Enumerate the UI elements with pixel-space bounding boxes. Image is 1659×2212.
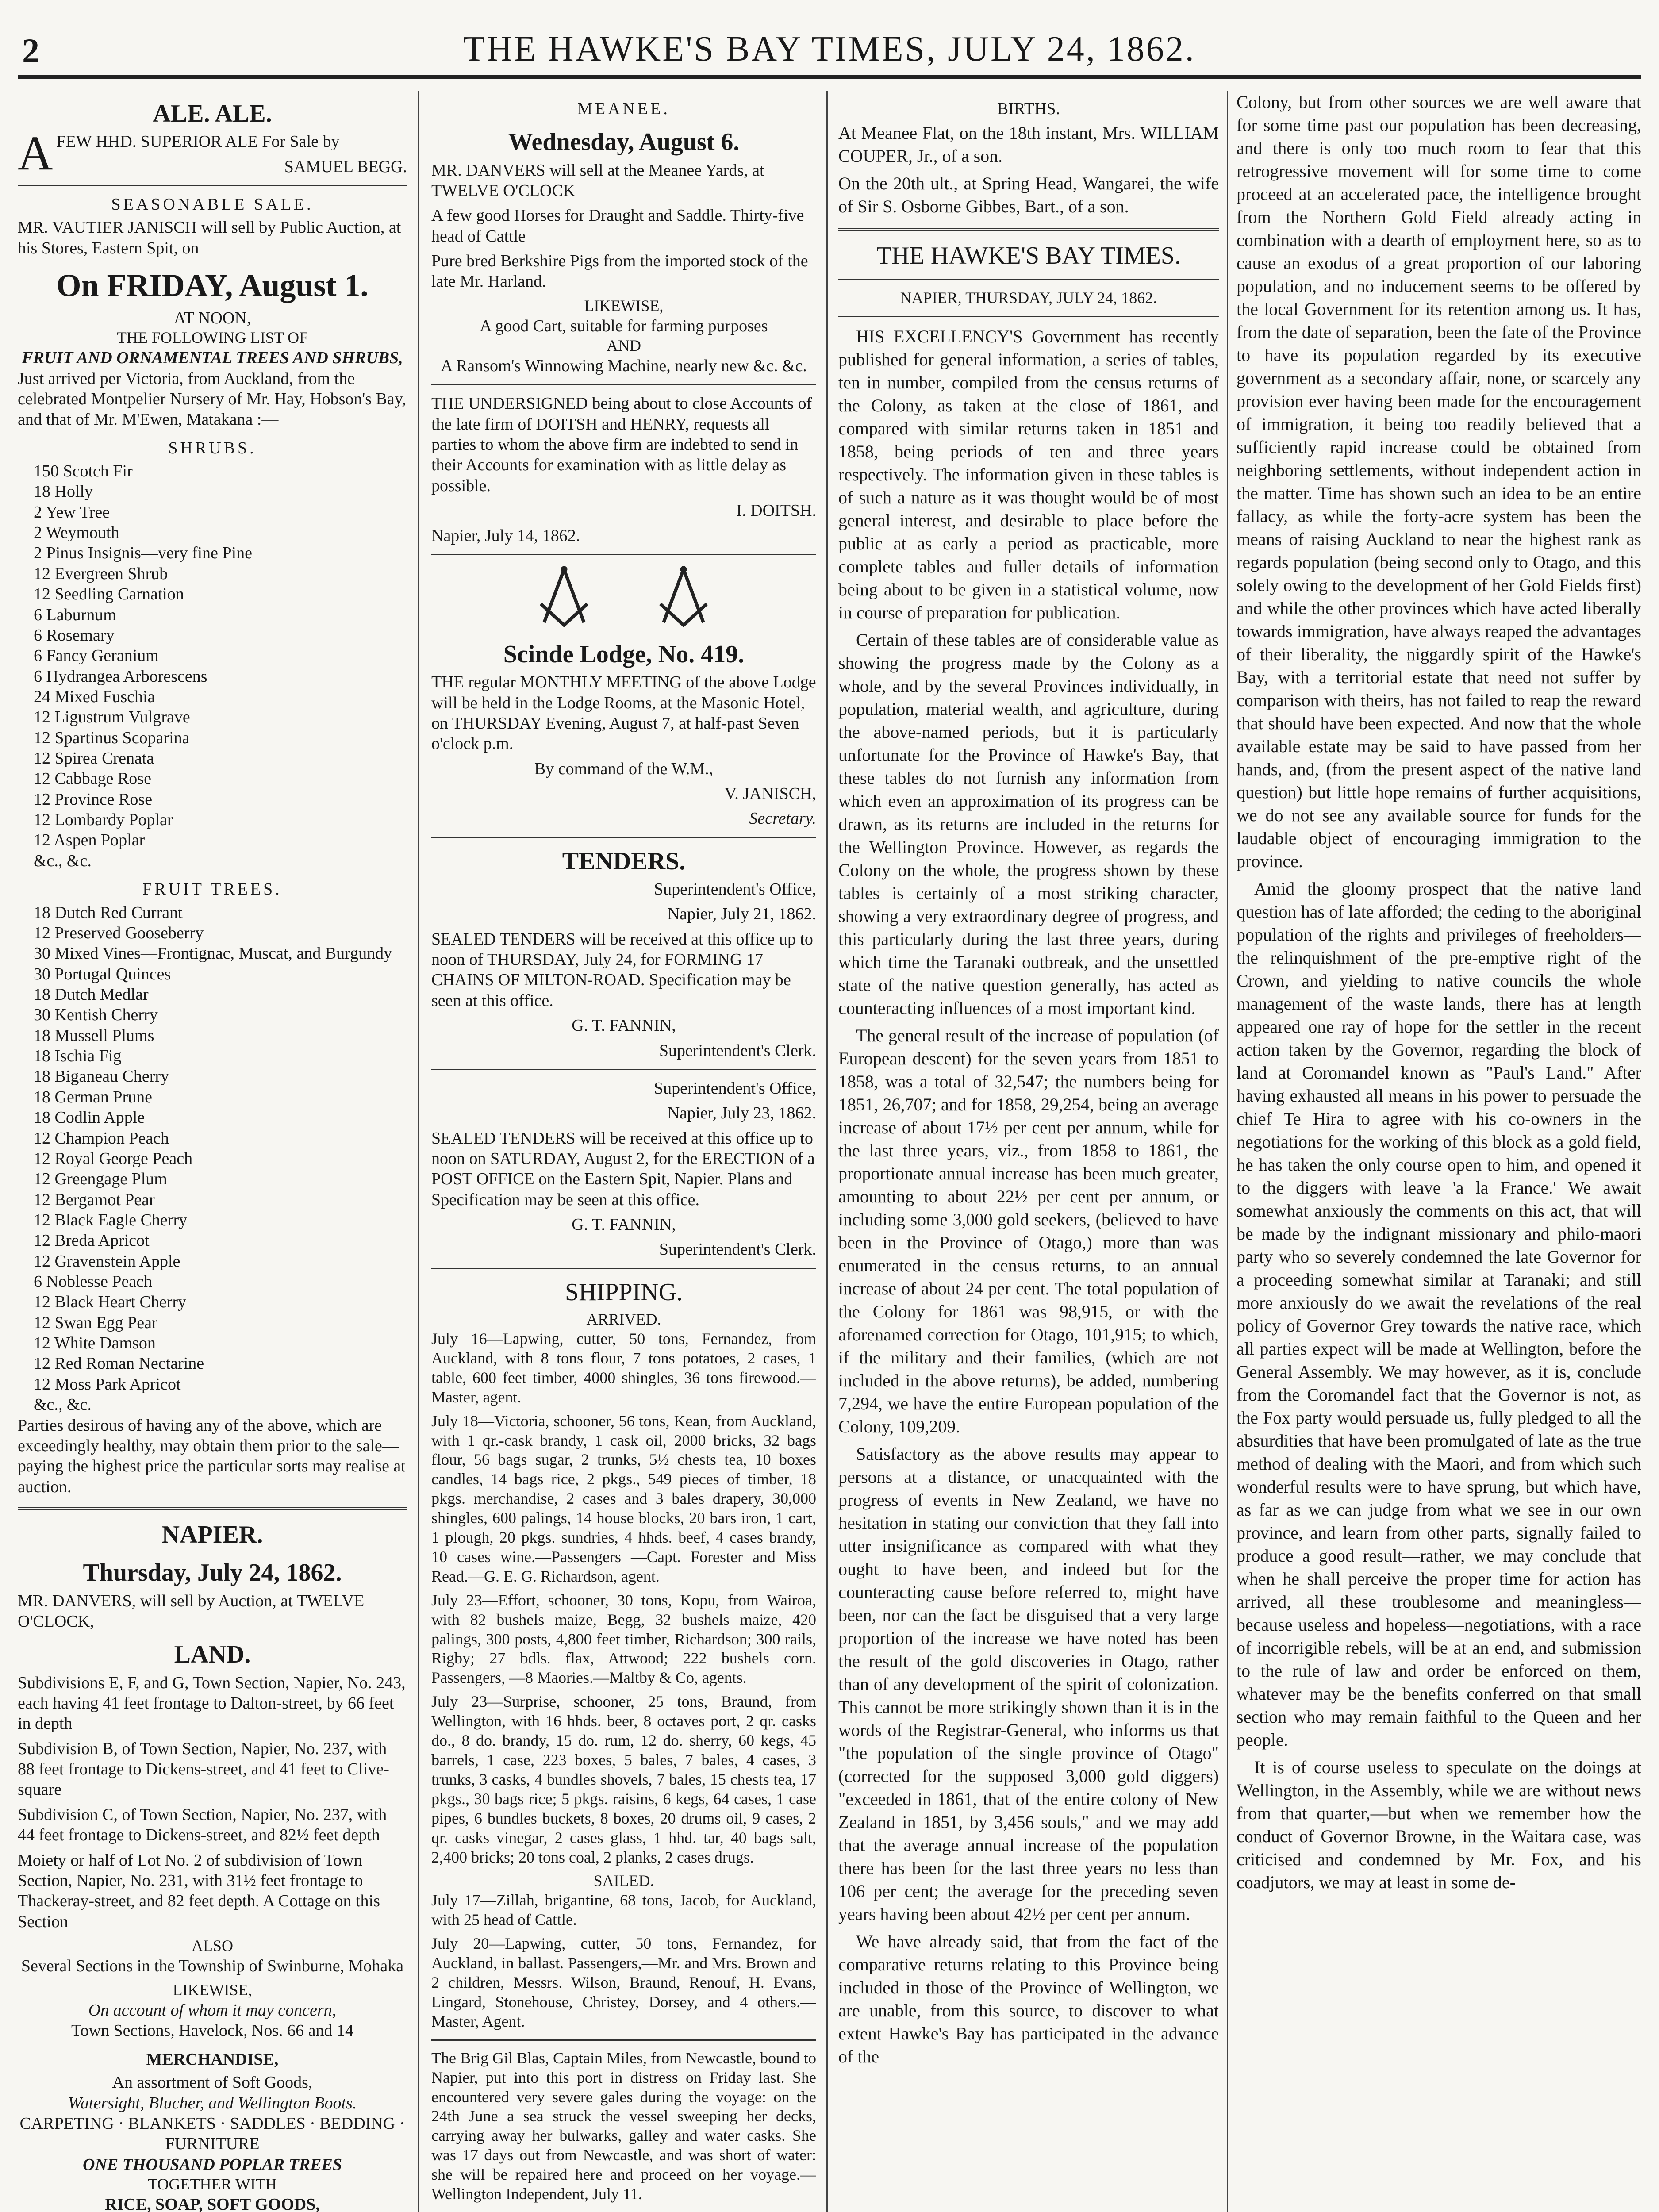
column-4 <box>1237 91 1641 2212</box>
poplar-line: ONE THOUSAND POPLAR TREES <box>83 2155 342 2174</box>
divider <box>431 2039 816 2041</box>
divider <box>838 228 1219 231</box>
divider <box>431 1268 816 1269</box>
editorial-paragraph: The general result of the increase of population (of European descent) for the seven years from 1851 to 1858, was a total of 32,547; the numbers being for 1851, 26,707; and for 1858, 29,254, being an average increase of about 17½ per cent per annum, while for the last three years, viz., from 1858 to 1861, the proportionate annual increase has been much greater, amounting to about 22½ per cent per annum, or including some 3,000 gold seekers, (believed to have been in the Province of Otago,) more than was enumerated in the census returns, to an annual increase of about 24 per cent. The total population of the Colony for 1861 was 98,915, or with the aforenamed correction for Otago, 101,915; to which, if the military and their families, (which are not included in the above returns), be added, numbering 7,294, we have the entire European population of the Colony, 109,209. <box>838 1025 1219 1436</box>
tender-sign: G. T. FANNIN, <box>572 1016 676 1035</box>
birth-entry: On the 20th ult., at Spring Head, Wangarei, the wife of Sir S. Osborne Gibbes, Bart., of a son. <box>838 173 1219 217</box>
tender-sign: G. T. FANNIN, <box>572 1215 676 1234</box>
list-item: 12 Evergreen Shrub <box>34 564 168 583</box>
lodge-sign: V. JANISCH, <box>724 784 816 803</box>
editorial-paragraph: We have already said, that from the fact of the comparative returns relating to this Province being included in those of the Province of Wellington, we are unable, from this source, to discover to what extent Hawke's Bay has participated in the advance of the <box>838 1931 1219 2066</box>
likewise-label: LIKEWISE, <box>173 1981 252 1999</box>
sale-following: THE FOLLOWING LIST OF <box>116 329 308 347</box>
births-heading: BIRTHS. <box>997 100 1060 118</box>
shrubs-list <box>18 461 407 871</box>
list-item: 12 Gravenstein Apple <box>34 1252 180 1271</box>
meanee-horses: A few good Horses for Draught and Saddle. Thirty-five head of Cattle <box>431 206 804 246</box>
tender-office: Superintendent's Office, <box>653 1079 816 1098</box>
list-item: 12 Lombardy Poplar <box>34 810 173 830</box>
meanee-place: MEANEE. <box>577 100 670 118</box>
list-item: 12 Red Roman Nectarine <box>34 1354 204 1373</box>
land-lot: Subdivisions E, F, and G, Town Section, Napier, No. 243, each having 41 feet frontage to Dalton-street, by 66 feet in depth <box>18 1673 406 1733</box>
list-item: 18 Dutch Medlar <box>34 985 149 1004</box>
lodge-body: THE regular MONTHLY MEETING of the above Lodge will be held in the Lodge Rooms, at the Masonic Hotel, on THURSDAY Evening, August 7, at half-past Seven o'clock p.m. <box>431 673 816 753</box>
list-item: 12 Swan Egg Pear <box>34 1313 157 1332</box>
divider <box>18 185 407 186</box>
column-3 <box>838 91 1219 2212</box>
arrived-label: ARRIVED. <box>586 1310 661 1329</box>
meanee-cart: A good Cart, suitable for farming purposes <box>480 316 768 335</box>
list-item: 150 Scotch Fir <box>34 462 133 480</box>
together-label: TOGETHER WITH <box>148 2175 277 2193</box>
tender-body: SEALED TENDERS will be received at this office up to noon on SATURDAY, August 2, for the ERECTION of a POST OFFICE on the Eastern Spit, Napier. Plans and Specification may be seen at this office. <box>431 1129 815 1209</box>
tender-title: Superintendent's Clerk. <box>659 1041 816 1060</box>
list-item: 12 Spartinus Scoparina <box>34 728 190 747</box>
column-divider <box>826 91 828 2212</box>
list-item: 6 Rosemary <box>34 626 115 645</box>
list-item: 6 Fancy Geranium <box>34 646 159 665</box>
list-item: 2 Weymouth <box>34 523 119 542</box>
sale-note: Parties desirous of having any of the above, which are exceedingly healthy, may obtain them prior to the sale—paying the highest price the particular sorts may realise at auction. <box>18 1416 406 1496</box>
sale-intro: MR. VAUTIER JANISCH will sell by Public Auction, at his Stores, Eastern Spit, on <box>18 218 401 257</box>
sailed-label: SAILED. <box>593 1872 654 1890</box>
leader-title: THE HAWKE'S BAY TIMES. <box>876 242 1181 270</box>
land-heading: LAND. <box>174 1641 251 1669</box>
column-1 <box>18 91 407 2212</box>
list-item: &c., &c. <box>34 851 92 870</box>
list-item: 18 Dutch Red Currant <box>34 903 183 922</box>
sale-heading: SEASONABLE SALE. <box>111 195 314 214</box>
tender-office: Superintendent's Office, <box>653 880 816 899</box>
leader-date: NAPIER, THURSDAY, JULY 24, 1862. <box>900 288 1157 307</box>
land-lot: Subdivision C, of Town Section, Napier, No. 237, with 44 feet frontage to Dickens-street, and 82½ feet depth <box>18 1805 387 1845</box>
list-item: 12 Seedling Carnation <box>34 585 184 604</box>
shipping-heading: SHIPPING. <box>565 1278 683 1306</box>
tenders-heading: TENDERS. <box>562 847 686 875</box>
list-item: 18 Mussell Plums <box>34 1026 154 1045</box>
boots-line: Watersight, Blucher, and Wellington Boots. <box>68 2093 357 2112</box>
shrubs-heading: SHRUBS. <box>168 438 257 457</box>
list-item: 12 Bergamot Pear <box>34 1190 155 1209</box>
fruit-list <box>18 902 407 1415</box>
list-item: 18 Holly <box>34 482 93 501</box>
doitsh-date: Napier, July 14, 1862. <box>431 526 580 545</box>
list-item: 12 Ligustrum Vulgrave <box>34 708 190 727</box>
gil-blas-note: The Brig Gil Blas, Captain Miles, from Newcastle, bound to Napier, put into this port in distress on Friday last. She encountered very severe gales during the voyage: on the 24th June a sea struck the vessel sweeping her decks, carrying away her bulwarks, galley and water casks. She was 17 days out from Newcastle, and was short of water: she will be repaired here and proceed on her voyage.—Wellington Independent, July 11. <box>431 2049 816 2203</box>
also-label: ALSO <box>191 1936 233 1955</box>
list-item: 12 Cabbage Rose <box>34 769 151 788</box>
sale-arrival: Just arrived per Victoria, from Auckland, from the celebrated Montpelier Nursery of Mr. Hay, Hobson's Bay, and that of Mr. M'Ewen, Matakana :— <box>18 369 406 429</box>
divider <box>431 837 816 838</box>
sale-date: On FRIDAY, August 1. <box>56 268 369 303</box>
list-item: 12 Royal George Peach <box>34 1149 193 1168</box>
list-item: 6 Noblesse Peach <box>34 1272 153 1291</box>
napier-intro: MR. DANVERS, will sell by Auction, at TWELVE O'CLOCK, <box>18 1591 365 1631</box>
ale-seller: SAMUEL BEGG. <box>284 157 407 176</box>
merchandise-intro: An assortment of Soft Goods, <box>112 2073 313 2092</box>
meanee-and: AND <box>607 337 641 355</box>
editorial-paragraph: Colony, but from other sources we are well aware that for some time past our population has been decreasing, and there is only too much room to fear that this retrogressive movement will for some time to come proceed at an accelerated pace, the intelligence brought from the Northern Gold Field already acting in combination with a dearth of employment here, so as to cause an exodus of a great proportion of our laboring population, and no inducement seems to be offered by the local Government for its retention among us. It has, from the date of separation, been the fate of the Province to have its population regarded by its executive government as a secondary affair, none, or scarcely any provision ever having been made for the encouragement of immigration, it being too readily believed that a sufficiently rapid increase could be obtained from neighboring settlements, without independent action in the matter. Time has shown such an idea to be an entire fallacy, as while the forty-acre system has been the means of raising Auckland to near the highest rank as regards population (being second only to Otago, and this solely owing to the development of her Gold Fields first) and while the other provinces which have acted liberally towards immigration, have always reaped the advantages of their liberality, the niggardly spirit of the Hawke's Bay, with a territorial estate that need not suffer by comparison with theirs, has not failed to reap the reward that should have been expected. And now that the whole available estate may be said to have passed from her hands, and, (from the present aspect of the native land question) but little hope remains of further acquisitions, we do not see any available source for funds for the laudable object of encouraging immigration to the province. <box>1237 92 1641 871</box>
tender-date: Napier, July 23, 1862. <box>667 1104 816 1123</box>
list-item: 24 Mixed Fuschia <box>34 687 155 706</box>
list-item: 12 Moss Park Apricot <box>34 1375 181 1394</box>
arrival-entry: July 23—Surprise, schooner, 25 tons, Braund, from Wellington, with 16 hhds. beer, 8 octaves port, 2 qr. casks do., 8 do. brandy, 15 do. rum, 12 do. sherry, 60 kegs, 45 barrels, 1 case, 223 boxes, 5 bales, 7 bales, 4 cases, 3 trunks, 3 casks, 4 bundles shovels, 7 bales, 15 chests tea, 17 pkgs., 30 bags rice; 5 pkgs. raisins, 6 kegs, 64 cases, 1 case pipes, 6 bundles buckets, 8 boxes, 20 drums oil, 9 cases, 2 qr. casks vinegar, 2 cases glass, 1 hhd. tar, 40 bags salt, 2,400 bricks; 20 tons coal, 2 planks, 2 cases drugs. <box>431 1693 816 1866</box>
goods-line: CARPETING · BLANKETS · SADDLES · BEDDING · FURNITURE <box>19 2114 405 2154</box>
square-compass-icon <box>531 564 597 630</box>
list-item: &c., &c. <box>34 1395 92 1414</box>
divider <box>18 1507 407 1510</box>
divider <box>838 279 1219 280</box>
list-item: 12 Greengage Plum <box>34 1170 167 1189</box>
list-item: 2 Pinus Insignis—very fine Pine <box>34 544 252 563</box>
meanee-intro: MR. DANVERS will sell at the Meanee Yards, at TWELVE O'CLOCK— <box>431 161 764 200</box>
column-2 <box>431 91 816 2212</box>
fruit-heading: FRUIT TREES. <box>142 880 282 899</box>
ale-body: AFEW HHD. SUPERIOR ALE For Sale by <box>18 126 340 180</box>
list-item: 12 Black Heart Cherry <box>34 1293 187 1312</box>
list-item: 12 Aspen Poplar <box>34 831 145 850</box>
list-item: 30 Mixed Vines—Frontignac, Muscat, and Burgundy <box>34 944 392 963</box>
havelock-sections: Town Sections, Havelock, Nos. 66 and 14 <box>71 2021 353 2040</box>
meanee-date: Wednesday, August 6. <box>508 128 740 156</box>
editorial-paragraph: Amid the gloomy prospect that the native land question has of late afforded; the ceding to the aboriginal population of the rights and privileges of freeholders—the relinquishment of the pre-emptive right of the Crown, and yielding to native councils the whole management of the waste lands, there has at length appeared one ray of hope for the settler in the recent action taken by the Governor, regarding the block of land at Coromandel known as "Paul's Land." After having exhausted all means in his power to persuade the chief Te Hira to agree with his co-owners in the negotiations for the working of this block as a gold field, he has taken the only course open to him, and opened it to the diggers with leave 'a la France.' We await somewhat anxiously the comments on this act, that will be made by the indignant missionary and philo-maori party who so severely condemned the late Governor for a proceeding somewhat similar at Taranaki; and still more anxiously do we await the revelations of the real policy of Governor Grey towards the native race, which all parties expect will be made at Wellington, before the General Assembly. We may however, as it is, conclude from the Coromandel fact that the Governor is not, as the Fox party would persuade us, fully pledged to all the absurdities that have been promulgated of late as the true method of dealing with the Maori, and from which such wonderful results were to have sprung, but which have, as far as we can judge from what we see in our own province, and learn from other parts, signally failed to produce a good result—rather, we may conclude that when he shall perceive the proper time for action has arrived, all these troublesome and meaningless—because useless and hopeless—negotiations, with a race of incorrigible rebels, will be at an end, and submission to the rule of law and order be enforced on them, whatever may be the benefits conferred on that small section who may remain faithful to the Queen and her people. <box>1237 879 1641 1750</box>
doitsh-body: THE UNDERSIGNED being about to close Accounts of the late firm of DOITSH and HENRY, requests all parties to whom the above firm are indebted to send in their Accounts for examination with as little delay as possible. <box>431 394 812 495</box>
list-item: 6 Laburnum <box>34 605 116 624</box>
lodge-command: By command of the W.M., <box>534 759 714 778</box>
napier-heading: NAPIER. <box>161 1521 263 1548</box>
arrival-entry: July 16—Lapwing, cutter, 50 tons, Fernandez, from Auckland, with 8 tons flour, 7 tons potatoes, 2 cases, 1 table, 600 feet timber, 4000 shingles, 36 tons firewood.—Master, agent. <box>431 1329 816 1406</box>
shipping-section <box>431 1277 816 2204</box>
list-item: 12 Breda Apricot <box>34 1231 150 1250</box>
list-item: 18 German Prune <box>34 1087 153 1106</box>
arrival-entry: July 23—Effort, schooner, 30 tons, Kopu, from Wairoa, with 82 bushels maize, Begg, 32 bushels maize, 420 palings, 300 posts, 4,800 feet timber, Richardson; 300 rails, Rigby; 27 bdls. flax, Attwood; 222 bushels corn. Passengers, —8 Maories.—Maltby & Co, agents. <box>431 1591 816 1687</box>
list-item: 18 Biganeau Cherry <box>34 1067 169 1086</box>
tender-body: SEALED TENDERS will be received at this office up to noon of THURSDAY, July 24, for FORMING 17 CHAINS OF MILTON-ROAD. Specification may be seen at this office. <box>431 929 813 1010</box>
list-item: 18 Codlin Apple <box>34 1108 145 1127</box>
masonic-emblems <box>431 564 816 630</box>
list-item: 2 Yew Tree <box>34 503 110 522</box>
doitsh-sign: I. DOITSH. <box>736 501 816 520</box>
land-lot: Subdivision B, of Town Section, Napier, No. 237, with 88 feet frontage to Dickens-street, and 41 feet to Clive-square <box>18 1739 389 1799</box>
page-number: 2 <box>22 31 39 70</box>
lodge-title: Secretary. <box>749 809 816 828</box>
column-divider <box>1227 91 1228 2212</box>
editorial-paragraph: It is of course useless to speculate on the doings at Wellington, in the Assembly, while we are without news from that quarter,—but when we remember how the conduct of Governor Browne, in the Waitara case, was criticised and condemned by Mr. Fox, and his coadjutors, we may at least in some de- <box>1237 1757 1641 1892</box>
editorial-paragraph: Satisfactory as the above results may appear to persons at a distance, or unacquainted with the progress of events in New Zealand, we have no hesitation in stating our conviction that they fall into utter insignificance as compared with what they ought to have been, and indeed but for the counteracting cause before referred to, might have been, nor can the fact be disguised that a very large proportion of the increase we have noted has been the result of the gold discoveries in Otago, rather than of any development of the spirit of colonization. This cannot be more strikingly shown than it is in the words of the Registrar-General, who informs us that "the population of the single province of Otago" (corrected for the supposed 3,000 gold diggers) "exceeded in 1861, that of the entire colony of New Zealand in 1851, by 3,456 souls," and we may add that the average annual increase of the population there has been for the last three years no less than 106 per cent; the average for the preceding seven years having been about 42½ per cent per annum. <box>838 1444 1219 1924</box>
meanee-pigs: Pure bred Berkshire Pigs from the imported stock of the late Mr. Harland. <box>431 252 808 291</box>
divider <box>431 554 816 555</box>
meanee-machine: A Ransom's Winnowing Machine, nearly new &c. &c. <box>441 357 807 375</box>
list-item: 12 Preserved Gooseberry <box>34 923 204 942</box>
tender-date: Napier, July 21, 1862. <box>667 905 816 924</box>
masthead <box>18 27 1641 79</box>
editorial-paragraph: HIS EXCELLENCY'S Government has recently published for general information, a series of tables, ten in number, compiled from the census returns of the Colony, as taken at the close of 1861, and compared with similar returns taken in 1851 and 1858, being periods of ten and three years respectively. The information given in these tables is of such a nature as it was thought would be of most general interest, and desirable to place before the public at as early a period as practicable, more complete tables and fuller details of information being about to be given in a statistical volume, now in course of preparation for publication. <box>838 326 1219 622</box>
rice-line: RICE, SOAP, SOFT GOODS, <box>105 2195 320 2212</box>
sailing-entry: July 20—Lapwing, cutter, 50 tons, Fernandez, for Auckland, in ballast. Passengers,—Mr. and Mrs. Brown and 2 children, Messrs. Wilson, Braund, Renouf, H. Evans, Lingard, Stonehouse, Christey, Dorsey, and 4 others.—Master, Agent. <box>431 1935 816 2030</box>
meanee-likewise: LIKEWISE, <box>584 296 664 315</box>
arrival-entry: July 18—Victoria, schooner, 56 tons, Kean, from Auckland, with 1 qr.-cask brandy, 1 cask oil, 2000 bricks, 32 bags flour, 56 bags sugar, 2 trunks, 5½ chests tea, 10 boxes candles, 14 bags rice, 2 pkgs., 549 pieces of timber, 18 pkgs. merchandise, 2 cases and 3 bales drapery, 30,000 shingles, 600 palings, 14 house blocks, 20 bars iron, 1 cart, 1 plough, 20 pkgs. sundries, 4 hhds. beef, 4 cases brandy, 10 cases wine.—Passengers —Capt. Forester and Miss Read.—G. E. G. Richardson, agent. <box>431 1412 816 1585</box>
ale-heading: ALE. ALE. <box>153 100 272 127</box>
account-note: On account of whom it may concern, <box>88 2001 337 2020</box>
sailing-entry: July 17—Zillah, brigantine, 68 tons, Jacob, for Auckland, with 25 head of Cattle. <box>431 1891 816 1929</box>
editorial-paragraph: Certain of these tables are of considerable value as showing the progress made by the Colony as a whole, and by the several Provinces individually, in population, material wealth, and agriculture, during the above-named periods, but it is particularly unfortunate for the Province of Hawke's Bay, that these tables do not furnish any information from which even an approximation of its progress can be drawn, as its returns are included in the returns for the Wellington Province. However, as regards the Colony on the whole, the progress shown by these tables is certainly of a most striking character, showing a very extraordinary degree of progress, and this particularly during the last three years, during which time the Taranaki outbreak, and the unsettled state of the native question generally, has acted as counteracting influences of a most important kind. <box>838 630 1219 1018</box>
merchandise-heading: MERCHANDISE, <box>146 2050 279 2069</box>
list-item: 12 Province Rose <box>34 790 153 809</box>
newspaper-title: THE HAWKE'S BAY TIMES, JULY 24, 1862. <box>463 30 1196 69</box>
divider <box>431 384 816 385</box>
lodge-heading: Scinde Lodge, No. 419. <box>503 640 745 668</box>
list-item: 12 White Damson <box>34 1334 156 1353</box>
birth-entry: At Meanee Flat, on the 18th instant, Mrs. WILLIAM COUPER, Jr., of a son. <box>838 123 1219 166</box>
divider <box>431 1069 816 1070</box>
column-divider <box>418 91 419 2212</box>
list-item: 30 Kentish Cherry <box>34 1006 158 1025</box>
swinburne-sections: Several Sections in the Township of Swinburne, Mohaka <box>21 1956 404 1975</box>
square-compass-icon <box>650 564 717 630</box>
land-lot: Moiety or half of Lot No. 2 of subdivision of Town Section, Napier, No. 231, with 31½ feet frontage to Thackeray-street, and 82 feet depth. A Cottage on this Section <box>18 1851 380 1931</box>
list-item: 30 Portugal Quinces <box>34 964 171 983</box>
sale-list-title: FRUIT AND ORNAMENTAL TREES AND SHRUBS, <box>22 349 403 368</box>
list-item: 6 Hydrangea Arborescens <box>34 667 207 686</box>
list-item: 12 Champion Peach <box>34 1129 169 1148</box>
tender-title: Superintendent's Clerk. <box>659 1240 816 1259</box>
sale-time: AT NOON, <box>173 308 251 327</box>
list-item: 12 Spirea Crenata <box>34 749 154 768</box>
list-item: 18 Ischia Fig <box>34 1047 122 1066</box>
divider <box>838 316 1219 317</box>
list-item: 12 Black Eagle Cherry <box>34 1210 188 1229</box>
napier-date: Thursday, July 24, 1862. <box>83 1559 342 1587</box>
